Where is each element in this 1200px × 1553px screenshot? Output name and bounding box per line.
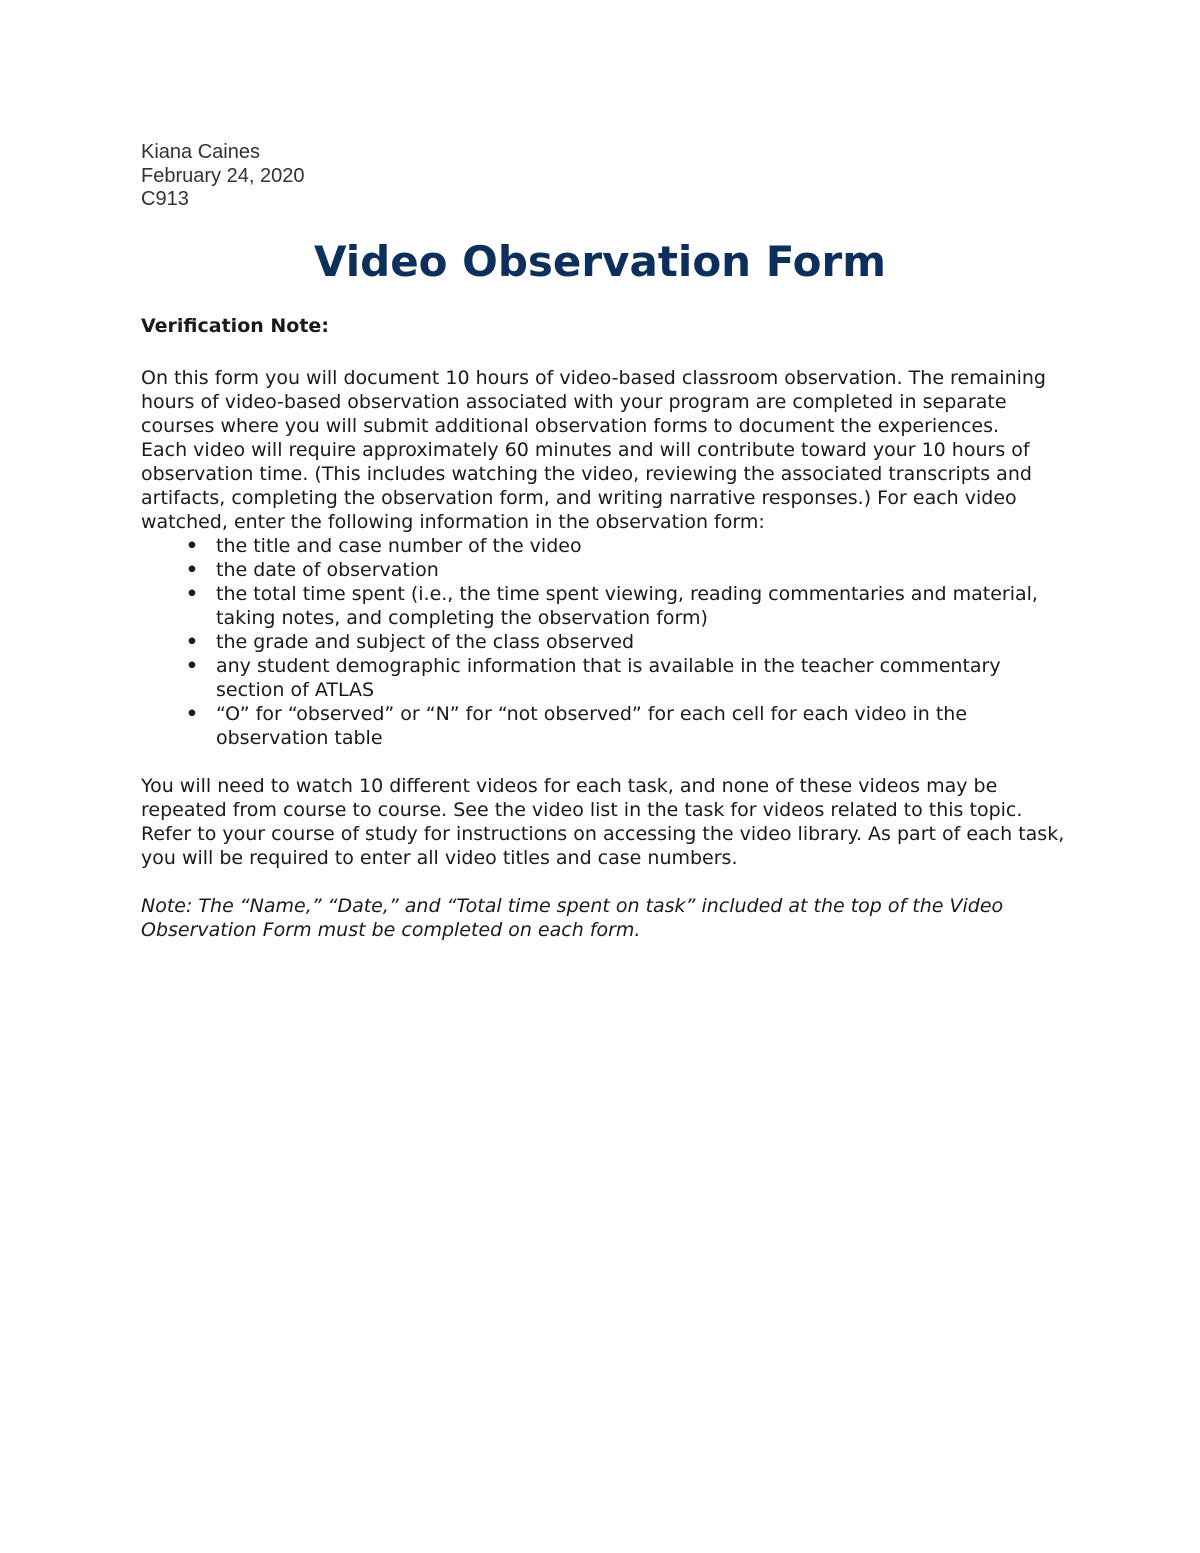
list-item-text: “O” for “observed” or “N” for “not observed” for each cell for each video in the observation table <box>216 703 968 749</box>
bullet-icon: • <box>185 631 199 653</box>
list-item-text: the title and case number of the video <box>216 535 582 557</box>
list-item <box>182 702 1071 750</box>
paragraph-spacer <box>141 750 1071 774</box>
document-date: February 24, 2020 <box>141 164 305 187</box>
list-item <box>182 630 1071 654</box>
document-body <box>141 314 1071 942</box>
list-item-text: any student demographic information that is available in the teacher commentary section of ATLAS <box>216 655 1001 701</box>
bullet-icon: • <box>185 535 199 557</box>
bullet-icon: • <box>185 583 199 605</box>
videos-paragraph: You will need to watch 10 different videos for each task, and none of these videos may be repeated from course to course. See the video list in the task for videos related to this topic. Refer to your course of study for instructions on accessing the video library. As part of each task, you will be required to enter all video titles and case numbers. <box>141 775 1065 869</box>
note-paragraph: Note: The “Name,” “Date,” and “Total time spent on task” included at the top of the Video Observation Form must be completed on each form. <box>141 895 1004 941</box>
verification-heading: Verification Note: <box>141 315 329 337</box>
bullet-icon: • <box>185 703 199 725</box>
header-block <box>141 141 304 212</box>
intro-paragraph: On this form you will document 10 hours of video-based classroom observation. The remaining hours of video-based observation associated with your program are completed in separate courses where you will submit additional observation forms to document the experiences. <box>141 367 1046 437</box>
list-item-text: the grade and subject of the class observed <box>216 631 635 653</box>
bullet-icon: • <box>185 559 199 581</box>
author-name: Kiana Caines <box>141 141 260 163</box>
list-item <box>182 558 1071 582</box>
instructions-paragraph: Each video will require approximately 60 minutes and will contribute toward your 10 hours of observation time. (This includes watching the video, reviewing the associated transcripts and artifacts, completing the observation form, and writing narrative responses.) For each video watched, enter the following information in the observation form: <box>141 439 1032 533</box>
list-item <box>182 534 1071 558</box>
course-code: C913 <box>141 188 189 210</box>
list-item-text: the date of observation <box>216 559 439 581</box>
list-item <box>182 654 1071 702</box>
paragraph-spacer <box>141 870 1071 894</box>
bullet-icon: • <box>185 655 199 677</box>
page-title: Video Observation Form <box>313 237 887 286</box>
bullet-list <box>141 534 1071 750</box>
list-item <box>182 582 1071 630</box>
list-item-text: the total time spent (i.e., the time spent viewing, reading commentaries and material, taking notes, and completing the observation form) <box>216 583 1038 629</box>
